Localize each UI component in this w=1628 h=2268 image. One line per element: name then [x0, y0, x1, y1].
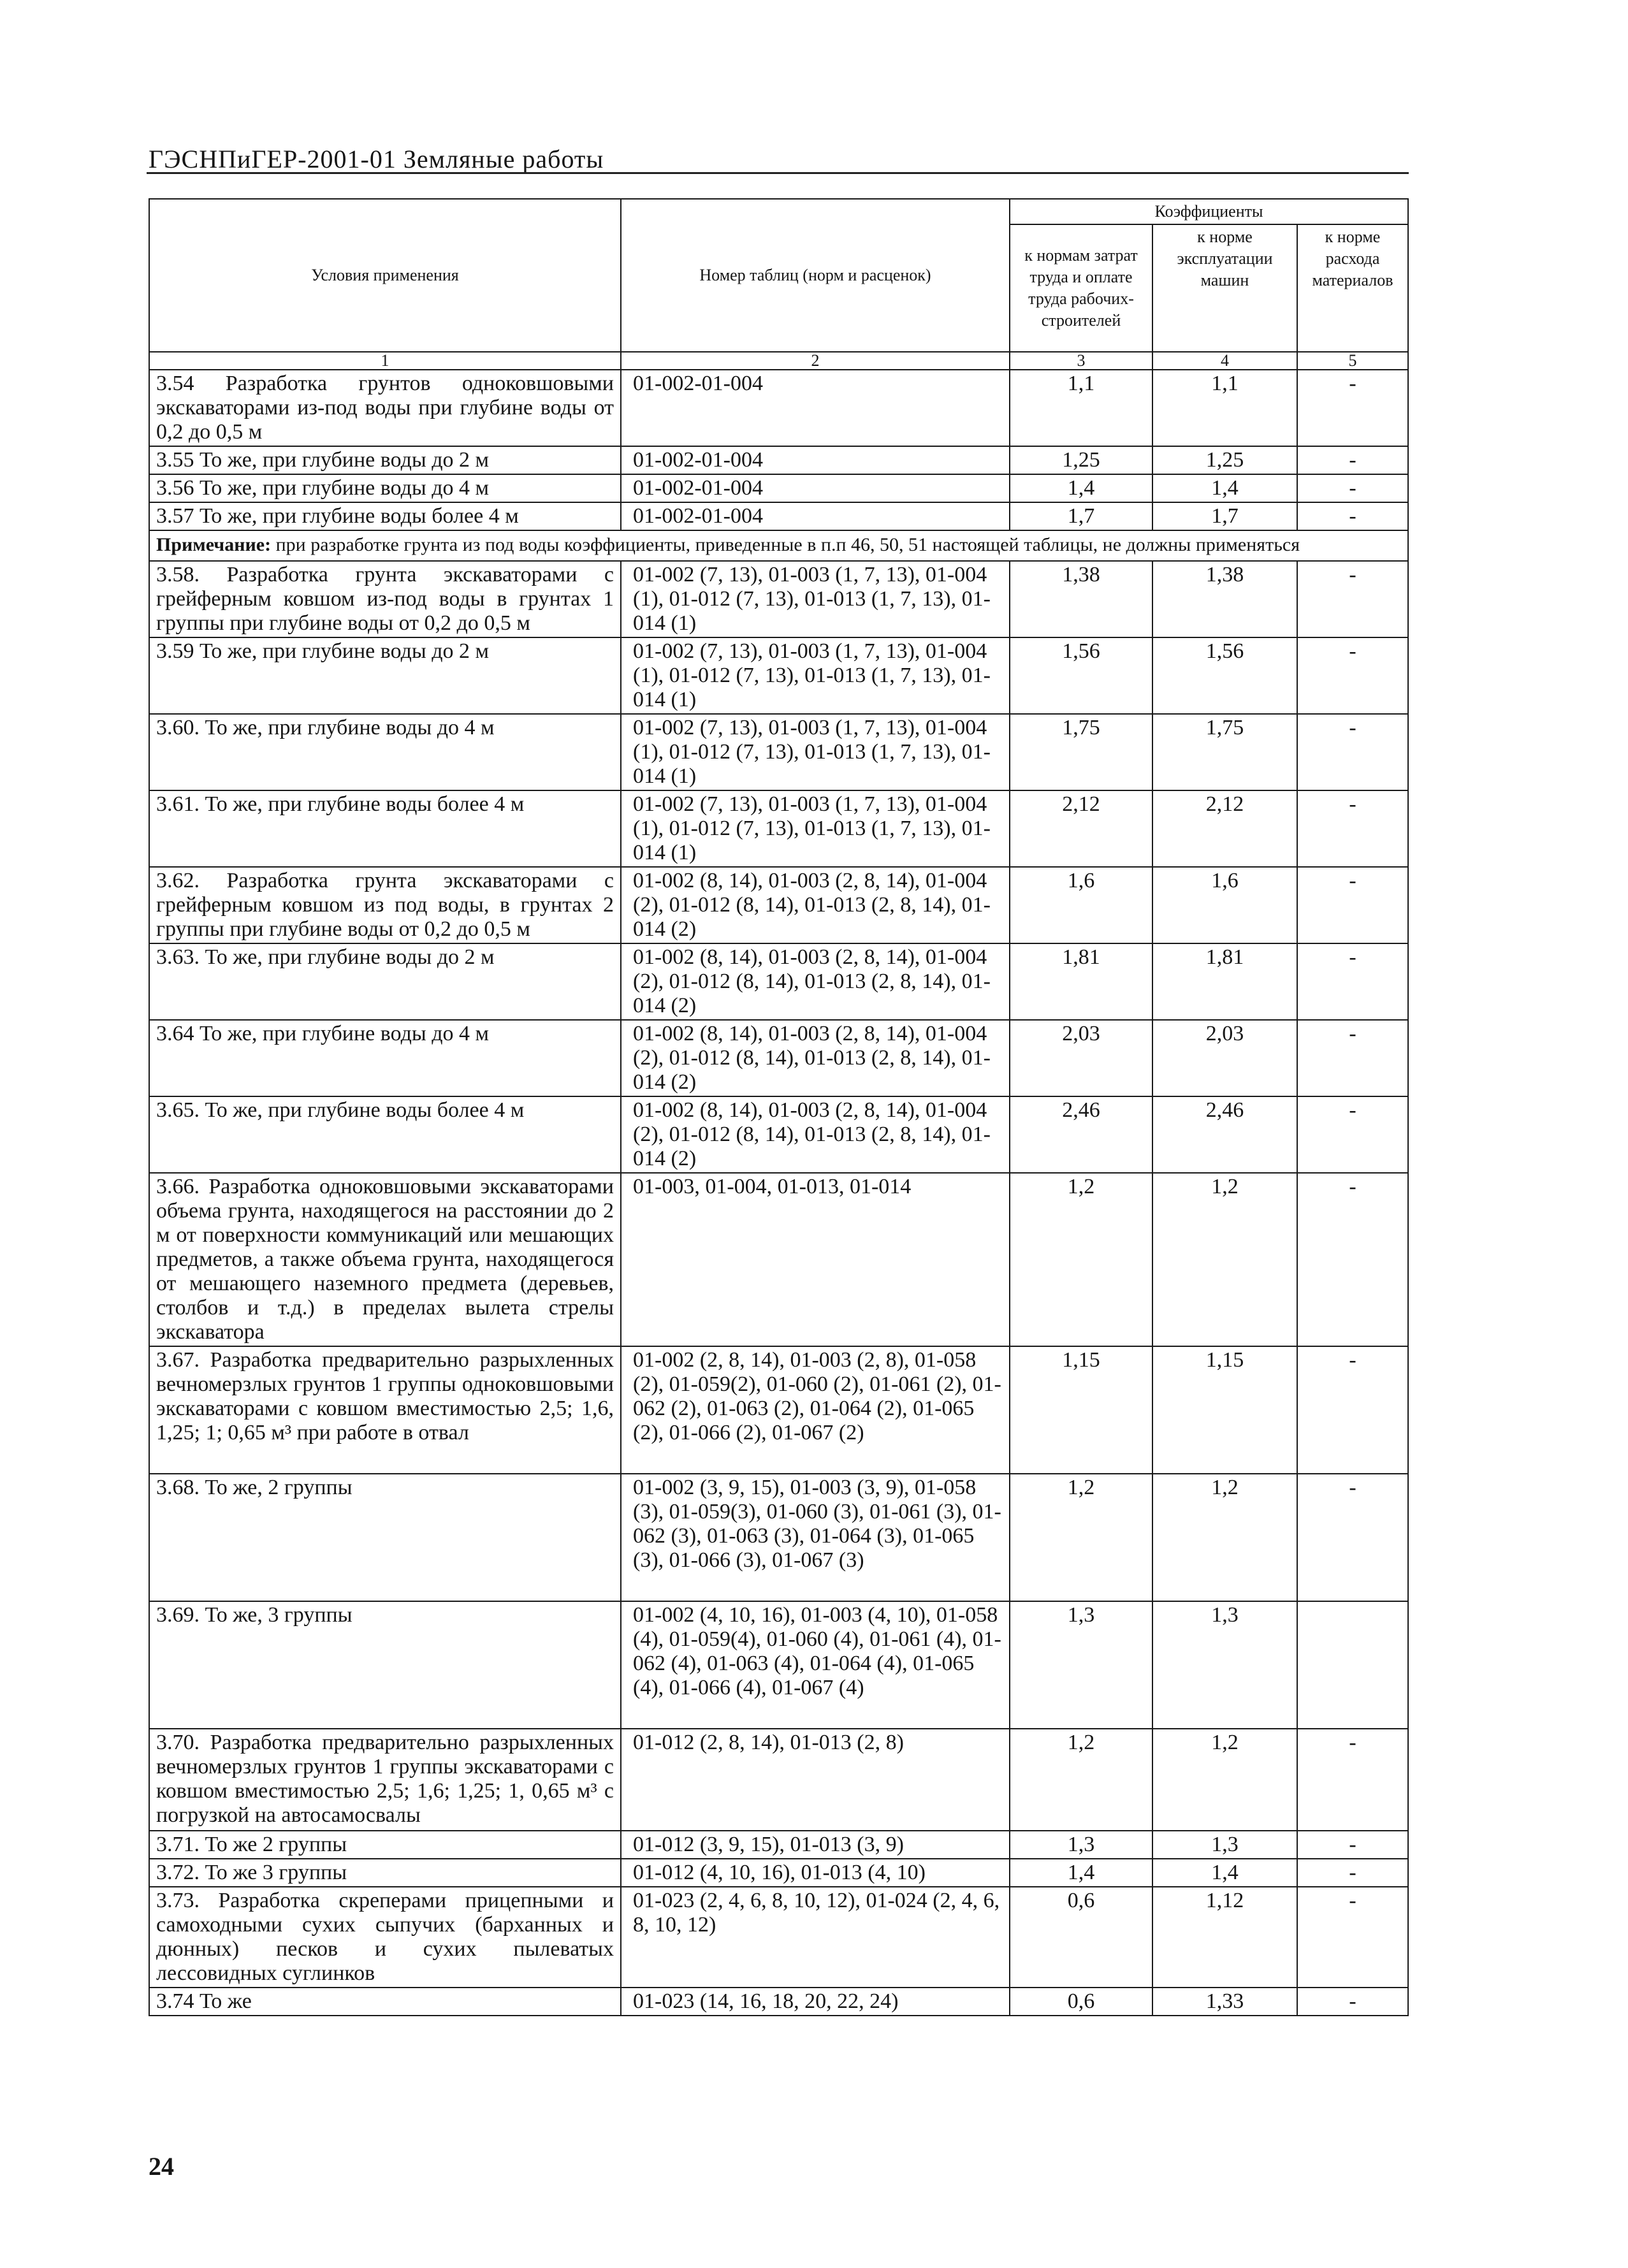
table-row — [149, 867, 1408, 943]
tables-cell: 01-012 (3, 9, 15), 01-013 (3, 9) — [621, 1831, 1010, 1859]
labor-coefficient-cell: 1,7 — [1010, 502, 1152, 530]
labor-coefficient-cell: 1,2 — [1010, 1729, 1152, 1831]
labor-coefficient-cell: 1,3 — [1010, 1831, 1152, 1859]
material-coefficient-cell: - — [1297, 1859, 1408, 1887]
tables-cell: 01-002 (7, 13), 01-003 (1, 7, 13), 01-004 (1), 01-012 (7, 13), 01-013 (1, 7, 13), 01-014 (1) — [621, 714, 1010, 790]
material-coefficient-cell: - — [1297, 370, 1408, 446]
condition-cell: 3.73. Разработка скреперами прицепными и самоходными сухих сыпучих (барханных и дюнных) песков и сухих пылеватых лессовидных суглинков — [149, 1887, 621, 1988]
machine-coefficient-cell: 1,12 — [1152, 1887, 1297, 1988]
machine-coefficient-cell: 1,2 — [1152, 1474, 1297, 1601]
tables-cell: 01-002 (7, 13), 01-003 (1, 7, 13), 01-004 (1), 01-012 (7, 13), 01-013 (1, 7, 13), 01-014 (1) — [621, 561, 1010, 637]
column-number-row — [149, 352, 1408, 370]
material-coefficient-cell: - — [1297, 1173, 1408, 1346]
tables-cell: 01-023 (2, 4, 6, 8, 10, 12), 01-024 (2, 4, 6, 8, 10, 12) — [621, 1887, 1010, 1988]
labor-coefficient-cell: 1,81 — [1010, 943, 1152, 1020]
table-row — [149, 1474, 1408, 1601]
table-row — [149, 561, 1408, 637]
condition-cell: 3.58. Разработка грунта экскаваторами с грейферным ковшом из-под воды в грунтах 1 группы при глубине воды от 0,2 до 0,5 м — [149, 561, 621, 637]
tables-cell: 01-002-01-004 — [621, 502, 1010, 530]
table-row — [149, 790, 1408, 867]
col-number-3: 3 — [1010, 352, 1152, 370]
labor-coefficient-cell: 1,4 — [1010, 474, 1152, 502]
machine-coefficient-cell: 1,75 — [1152, 714, 1297, 790]
machine-coefficient-cell: 1,6 — [1152, 867, 1297, 943]
col-number-2: 2 — [621, 352, 1010, 370]
table-row — [149, 446, 1408, 474]
machine-coefficient-cell: 2,12 — [1152, 790, 1297, 867]
labor-coefficient-cell: 1,3 — [1010, 1601, 1152, 1729]
col-header-tables: Номер таблиц (норм и расценок) — [621, 199, 1010, 352]
labor-coefficient-cell: 1,56 — [1010, 637, 1152, 714]
condition-cell: 3.60. То же, при глубине воды до 4 м — [149, 714, 621, 790]
labor-coefficient-cell: 1,1 — [1010, 370, 1152, 446]
table-row — [149, 1601, 1408, 1729]
table-row — [149, 714, 1408, 790]
table-row — [149, 637, 1408, 714]
table-row — [149, 1859, 1408, 1887]
condition-cell: 3.65. То же, при глубине воды более 4 м — [149, 1096, 621, 1173]
condition-cell: 3.63. То же, при глубине воды до 2 м — [149, 943, 621, 1020]
material-coefficient-cell: - — [1297, 474, 1408, 502]
note-label: Примечание: — [156, 534, 272, 555]
table-row — [149, 943, 1408, 1020]
table-row — [149, 1831, 1408, 1859]
condition-cell: 3.55 То же, при глубине воды до 2 м — [149, 446, 621, 474]
condition-cell: 3.68. То же, 2 группы — [149, 1474, 621, 1601]
tables-cell: 01-012 (2, 8, 14), 01-013 (2, 8) — [621, 1729, 1010, 1831]
material-coefficient-cell: - — [1297, 790, 1408, 867]
material-coefficient-cell: - — [1297, 502, 1408, 530]
table-row — [149, 1020, 1408, 1096]
material-coefficient-cell: - — [1297, 637, 1408, 714]
machine-coefficient-cell: 1,2 — [1152, 1173, 1297, 1346]
machine-coefficient-cell: 1,38 — [1152, 561, 1297, 637]
tables-cell: 01-002 (4, 10, 16), 01-003 (4, 10), 01-058 (4), 01-059(4), 01-060 (4), 01-061 (4), 01-062 (4), 01-063 (4), 01-064 (4), 01-065 (4), 01-066 (4), 01-067 (4) — [621, 1601, 1010, 1729]
material-coefficient-cell: - — [1297, 1887, 1408, 1988]
labor-coefficient-cell: 0,6 — [1010, 1988, 1152, 2016]
table-row — [149, 1096, 1408, 1173]
labor-coefficient-cell: 1,4 — [1010, 1859, 1152, 1887]
tables-cell: 01-002-01-004 — [621, 474, 1010, 502]
condition-cell: 3.64 То же, при глубине воды до 4 м — [149, 1020, 621, 1096]
condition-cell: 3.70. Разработка предварительно разрыхленных вечномерзлых грунтов 1 группы экскаваторами с ковшом вместимостью 2,5; 1,6; 1,25; 1, 0,65 м³ с погрузкой на автосамосвалы — [149, 1729, 621, 1831]
condition-cell: 3.67. Разработка предварительно разрыхленных вечномерзлых грунтов 1 группы одноковшовыми экскаваторами с ковшом вместимостью 2,5; 1,6, 1,25; 1; 0,65 м³ при работе в отвал — [149, 1346, 621, 1474]
material-coefficient-cell: - — [1297, 1096, 1408, 1173]
tables-cell: 01-002-01-004 — [621, 370, 1010, 446]
col-header-conditions: Условия применения — [149, 199, 621, 352]
table-row — [149, 370, 1408, 446]
labor-coefficient-cell: 1,6 — [1010, 867, 1152, 943]
condition-cell: 3.59 То же, при глубине воды до 2 м — [149, 637, 621, 714]
machine-coefficient-cell: 2,03 — [1152, 1020, 1297, 1096]
note-row — [149, 530, 1408, 561]
machine-coefficient-cell: 1,4 — [1152, 474, 1297, 502]
material-coefficient-cell: - — [1297, 867, 1408, 943]
material-coefficient-cell: - — [1297, 1020, 1408, 1096]
header-rule — [147, 172, 1409, 174]
table-row — [149, 474, 1408, 502]
tables-cell: 01-002 (3, 9, 15), 01-003 (3, 9), 01-058 (3), 01-059(3), 01-060 (3), 01-061 (3), 01-062 (3), 01-063 (3), 01-064 (3), 01-065 (3), 01-066 (3), 01-067 (3) — [621, 1474, 1010, 1601]
tables-cell: 01-002 (7, 13), 01-003 (1, 7, 13), 01-004 (1), 01-012 (7, 13), 01-013 (1, 7, 13), 01-014 (1) — [621, 790, 1010, 867]
col-number-5: 5 — [1297, 352, 1408, 370]
table-row — [149, 1988, 1408, 2016]
condition-cell: 3.54 Разработка грунтов одноковшовыми экскаваторами из-под воды при глубине воды от 0,2 до 0,5 м — [149, 370, 621, 446]
machine-coefficient-cell: 2,46 — [1152, 1096, 1297, 1173]
machine-coefficient-cell: 1,1 — [1152, 370, 1297, 446]
tables-cell: 01-002 (8, 14), 01-003 (2, 8, 14), 01-004 (2), 01-012 (8, 14), 01-013 (2, 8, 14), 01-014 (2) — [621, 1020, 1010, 1096]
condition-cell: 3.74 То же — [149, 1988, 621, 2016]
material-coefficient-cell: - — [1297, 1729, 1408, 1831]
tables-cell: 01-002 (8, 14), 01-003 (2, 8, 14), 01-004 (2), 01-012 (8, 14), 01-013 (2, 8, 14), 01-014 (2) — [621, 1096, 1010, 1173]
running-header: ГЭСНПиГЕР-2001-01 Земляные работы — [149, 145, 604, 173]
machine-coefficient-cell: 1,15 — [1152, 1346, 1297, 1474]
tables-cell: 01-012 (4, 10, 16), 01-013 (4, 10) — [621, 1859, 1010, 1887]
tables-cell: 01-002-01-004 — [621, 446, 1010, 474]
machine-coefficient-cell: 1,7 — [1152, 502, 1297, 530]
tables-cell: 01-023 (14, 16, 18, 20, 22, 24) — [621, 1988, 1010, 2016]
machine-coefficient-cell: 1,3 — [1152, 1601, 1297, 1729]
table-row — [149, 1173, 1408, 1346]
machine-coefficient-cell: 1,25 — [1152, 446, 1297, 474]
col-number-4: 4 — [1152, 352, 1297, 370]
col-header-machines: к норме эксплуатации машин — [1152, 224, 1297, 352]
tables-cell: 01-002 (8, 14), 01-003 (2, 8, 14), 01-004 (2), 01-012 (8, 14), 01-013 (2, 8, 14), 01-014 (2) — [621, 943, 1010, 1020]
labor-coefficient-cell: 1,15 — [1010, 1346, 1152, 1474]
tables-cell: 01-002 (8, 14), 01-003 (2, 8, 14), 01-004 (2), 01-012 (8, 14), 01-013 (2, 8, 14), 01-014 (2) — [621, 867, 1010, 943]
table-body — [149, 199, 1408, 2016]
machine-coefficient-cell: 1,33 — [1152, 1988, 1297, 2016]
machine-coefficient-cell: 1,81 — [1152, 943, 1297, 1020]
condition-cell: 3.69. То же, 3 группы — [149, 1601, 621, 1729]
col-header-materials: к норме расхода материалов — [1297, 224, 1408, 352]
machine-coefficient-cell: 1,3 — [1152, 1831, 1297, 1859]
col-header-labor: к нормам затрат труда и оплате труда рабочих-строителей — [1010, 224, 1152, 352]
material-coefficient-cell — [1297, 1601, 1408, 1729]
header-row-1 — [149, 199, 1408, 224]
table-row — [149, 1887, 1408, 1988]
machine-coefficient-cell: 1,2 — [1152, 1729, 1297, 1831]
labor-coefficient-cell: 0,6 — [1010, 1887, 1152, 1988]
condition-cell: 3.72. То же 3 группы — [149, 1859, 621, 1887]
condition-cell: 3.61. То же, при глубине воды более 4 м — [149, 790, 621, 867]
labor-coefficient-cell: 1,25 — [1010, 446, 1152, 474]
material-coefficient-cell: - — [1297, 943, 1408, 1020]
col-number-1: 1 — [149, 352, 621, 370]
condition-cell: 3.62. Разработка грунта экскаваторами с грейферным ковшом из под воды, в грунтах 2 группы при глубине воды от 0,2 до 0,5 м — [149, 867, 621, 943]
labor-coefficient-cell: 1,2 — [1010, 1474, 1152, 1601]
page-number: 24 — [149, 2152, 174, 2181]
col-header-coefficients: Коэффициенты — [1010, 199, 1408, 224]
labor-coefficient-cell: 2,12 — [1010, 790, 1152, 867]
labor-coefficient-cell: 1,2 — [1010, 1173, 1152, 1346]
condition-cell: 3.71. То же 2 группы — [149, 1831, 621, 1859]
material-coefficient-cell: - — [1297, 1346, 1408, 1474]
table-row — [149, 1346, 1408, 1474]
material-coefficient-cell: - — [1297, 1474, 1408, 1601]
table-row — [149, 502, 1408, 530]
condition-cell: 3.66. Разработка одноковшовыми экскаваторами объема грунта, находящегося на расстоянии до 2 м от поверхности коммуникаций или мешающих предметов, а также объема грунта, находящегося от мешающего наземного предмета (деревьев, столбов и т.д.) в пределах вылета стрелы экскаватора — [149, 1173, 621, 1346]
coefficients-table — [149, 198, 1409, 2016]
material-coefficient-cell: - — [1297, 714, 1408, 790]
note-text: при разработке грунта из под воды коэффициенты, приведенные в п.п 46, 50, 51 настоящей таблицы, не должны применяться — [271, 534, 1300, 555]
machine-coefficient-cell: 1,4 — [1152, 1859, 1297, 1887]
material-coefficient-cell: - — [1297, 561, 1408, 637]
tables-cell: 01-003, 01-004, 01-013, 01-014 — [621, 1173, 1010, 1346]
labor-coefficient-cell: 2,03 — [1010, 1020, 1152, 1096]
condition-cell: 3.56 То же, при глубине воды до 4 м — [149, 474, 621, 502]
table-row — [149, 1729, 1408, 1831]
labor-coefficient-cell: 1,38 — [1010, 561, 1152, 637]
note-cell — [149, 530, 1408, 561]
material-coefficient-cell: - — [1297, 1988, 1408, 2016]
tables-cell: 01-002 (2, 8, 14), 01-003 (2, 8), 01-058 (2), 01-059(2), 01-060 (2), 01-061 (2), 01-062 (2), 01-063 (2), 01-064 (2), 01-065 (2), 01-066 (2), 01-067 (2) — [621, 1346, 1010, 1474]
labor-coefficient-cell: 1,75 — [1010, 714, 1152, 790]
material-coefficient-cell: - — [1297, 446, 1408, 474]
material-coefficient-cell: - — [1297, 1831, 1408, 1859]
labor-coefficient-cell: 2,46 — [1010, 1096, 1152, 1173]
condition-cell: 3.57 То же, при глубине воды более 4 м — [149, 502, 621, 530]
machine-coefficient-cell: 1,56 — [1152, 637, 1297, 714]
tables-cell: 01-002 (7, 13), 01-003 (1, 7, 13), 01-004 (1), 01-012 (7, 13), 01-013 (1, 7, 13), 01-014 (1) — [621, 637, 1010, 714]
